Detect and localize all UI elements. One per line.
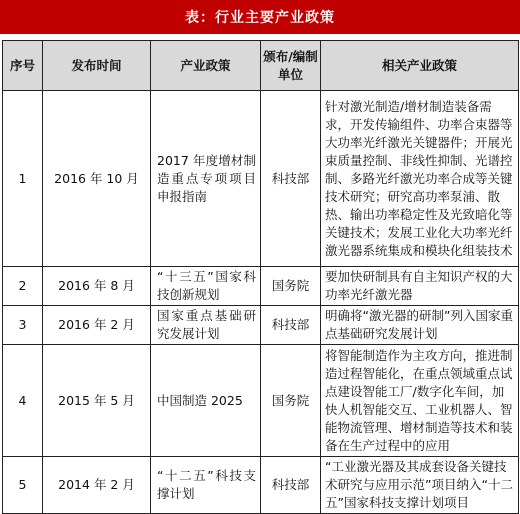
table-row: [3, 457, 519, 514]
cell-no: 1: [3, 91, 43, 267]
cell-detail: 要加快研制具有自主知识产权的大功率光纤激光器: [321, 267, 519, 306]
cell-detail: 明确将“激光器的研制”列入国家重点基础研究发展计划: [321, 306, 519, 345]
cell-no: 4: [3, 345, 43, 457]
cell-issuer: 科技部: [261, 457, 321, 514]
header-no: 序号: [3, 41, 43, 91]
cell-policy: 国家重点基础研究发展计划: [151, 306, 261, 345]
cell-no: 5: [3, 457, 43, 514]
cell-detail: 针对激光制造/增材制造装备需求，开发传输组件、功率合束器等大功率光纤激光关键器件；开展光束质量控制、非线性抑制、光谱控制、多路光纤激光功率合成等关键技术研究；研究高功率泵浦、散热、输出功率稳定性及光致暗化等关键技术；发展工业化大功率光纤激光器系统集成和模块化组装技术: [321, 91, 519, 267]
cell-date: 2014 年 2 月: [43, 457, 151, 514]
cell-date: 2015 年 5 月: [43, 345, 151, 457]
table-header-row: [3, 41, 519, 91]
table-row: [3, 91, 519, 267]
cell-policy: 中国制造 2025: [151, 345, 261, 457]
table-title: 表：行业主要产业政策: [0, 0, 520, 34]
cell-issuer: 国务院: [261, 345, 321, 457]
header-date: 发布时间: [43, 41, 151, 91]
table-row: [3, 306, 519, 345]
cell-no: 3: [3, 306, 43, 345]
cell-policy: “十二五”科技支撑计划: [151, 457, 261, 514]
policy-table: [2, 40, 519, 514]
cell-policy: “十三五”国家科技创新规划: [151, 267, 261, 306]
header-detail: 相关产业政策: [321, 41, 519, 91]
cell-issuer: 国务院: [261, 267, 321, 306]
header-policy: 产业政策: [151, 41, 261, 91]
cell-no: 2: [3, 267, 43, 306]
cell-date: 2016 年 10 月: [43, 91, 151, 267]
cell-issuer: 科技部: [261, 91, 321, 267]
cell-issuer: 科技部: [261, 306, 321, 345]
cell-detail: “工业激光器及其成套设备关键技术研究与应用示范”项目纳入“十二五”国家科技支撑计划项目: [321, 457, 519, 514]
cell-policy: 2017 年度增材制造重点专项项目申报指南: [151, 91, 261, 267]
cell-date: 2016 年 2 月: [43, 306, 151, 345]
table-row: [3, 345, 519, 457]
table-row: [3, 267, 519, 306]
cell-detail: 将智能制造作为主攻方向，推进制造过程智能化，在重点领域重点试点建设智能工厂/数字化车间，加快人机智能交互、工业机器人、智能物流管理、增材制造等技术和装备在生产过程中的应用: [321, 345, 519, 457]
cell-date: 2016 年 8 月: [43, 267, 151, 306]
header-issuer: 颁布/编制单位: [261, 41, 321, 91]
